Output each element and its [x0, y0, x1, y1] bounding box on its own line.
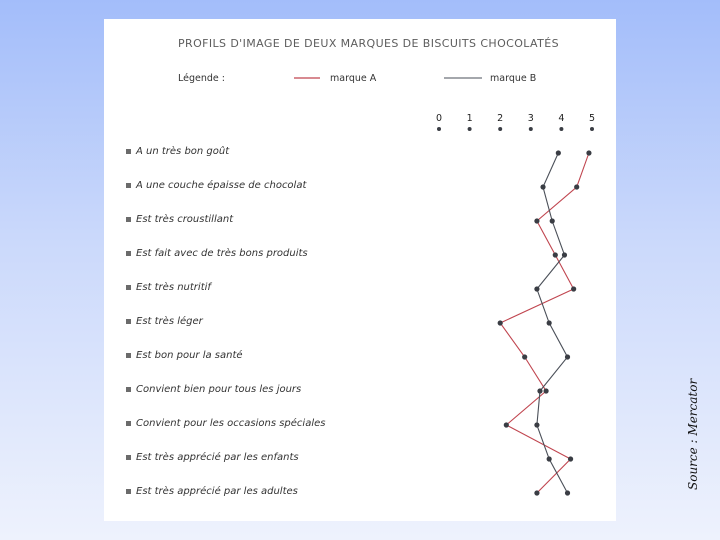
- data-point-marque-b: [550, 218, 555, 223]
- data-point-marque-a: [498, 320, 503, 325]
- row-bullet: [126, 353, 131, 358]
- scale-tick-label: 1: [466, 113, 473, 124]
- legend-marque-a-label: marque A: [330, 73, 377, 84]
- data-point-marque-b: [537, 388, 542, 393]
- profile-chart: [104, 19, 616, 521]
- row-bullet: [126, 489, 131, 494]
- data-point-marque-b: [540, 184, 545, 189]
- category-label: Est très croustillant: [136, 214, 234, 225]
- source-credit: Source : Mercator: [686, 378, 700, 490]
- category-label: A un très bon goût: [136, 146, 230, 157]
- chart-scan-panel: [104, 19, 616, 521]
- data-point-marque-b: [556, 150, 561, 155]
- category-label: A une couche épaisse de chocolat: [136, 180, 307, 191]
- row-bullet: [126, 251, 131, 256]
- data-point-marque-a: [586, 150, 591, 155]
- scale-tick-dot: [529, 127, 533, 131]
- category-label: Est très apprécié par les adultes: [136, 486, 298, 497]
- legend-marque-b-label: marque B: [490, 73, 537, 84]
- scale-tick-dot: [559, 127, 563, 131]
- data-point-marque-a: [504, 422, 509, 427]
- data-point-marque-b: [534, 286, 539, 291]
- scale-tick-label: 0: [435, 113, 443, 124]
- data-point-marque-a: [568, 456, 573, 461]
- row-bullet: [126, 149, 131, 154]
- category-label: Convient pour les occasions spéciales: [136, 418, 326, 429]
- scale-tick-label: 3: [527, 113, 534, 124]
- data-point-marque-b: [534, 422, 539, 427]
- row-bullet: [126, 217, 131, 222]
- scale-tick-label: 2: [497, 113, 504, 124]
- scale-tick-dot: [590, 127, 594, 131]
- data-point-marque-b: [547, 320, 552, 325]
- category-label: Est bon pour la santé: [136, 350, 243, 361]
- row-bullet: [126, 183, 131, 188]
- legend-title: Légende :: [178, 73, 225, 84]
- row-bullet: [126, 455, 131, 460]
- data-point-marque-a: [553, 252, 558, 257]
- scale-tick-label: 5: [588, 113, 596, 124]
- data-point-marque-a: [574, 184, 579, 189]
- row-bullet: [126, 319, 131, 324]
- category-label: Convient bien pour tous les jours: [136, 384, 302, 395]
- category-label: Est fait avec de très bons produits: [136, 248, 308, 259]
- chart-title: PROFILS D'IMAGE DE DEUX MARQUES DE BISCUITS CHOCOLATÉS: [178, 37, 559, 50]
- scale-tick-label: 4: [558, 113, 565, 124]
- category-label: Est très apprécié par les enfants: [136, 452, 299, 463]
- series-line-marque-a: [500, 153, 589, 493]
- scale-tick-dot: [437, 127, 441, 131]
- row-bullet: [126, 421, 131, 426]
- scale-tick-dot: [498, 127, 502, 131]
- data-point-marque-a: [522, 354, 527, 359]
- row-bullet: [126, 387, 131, 392]
- data-point-marque-a: [544, 388, 549, 393]
- data-point-marque-a: [534, 490, 539, 495]
- data-point-marque-b: [547, 456, 552, 461]
- category-label: Est très léger: [136, 316, 203, 327]
- category-label: Est très nutritif: [136, 282, 211, 293]
- series-line-marque-b: [537, 153, 568, 493]
- row-bullet: [126, 285, 131, 290]
- data-point-marque-b: [562, 252, 567, 257]
- scale-tick-dot: [468, 127, 472, 131]
- data-point-marque-b: [565, 354, 570, 359]
- data-point-marque-a: [571, 286, 576, 291]
- data-point-marque-b: [565, 490, 570, 495]
- data-point-marque-a: [534, 218, 539, 223]
